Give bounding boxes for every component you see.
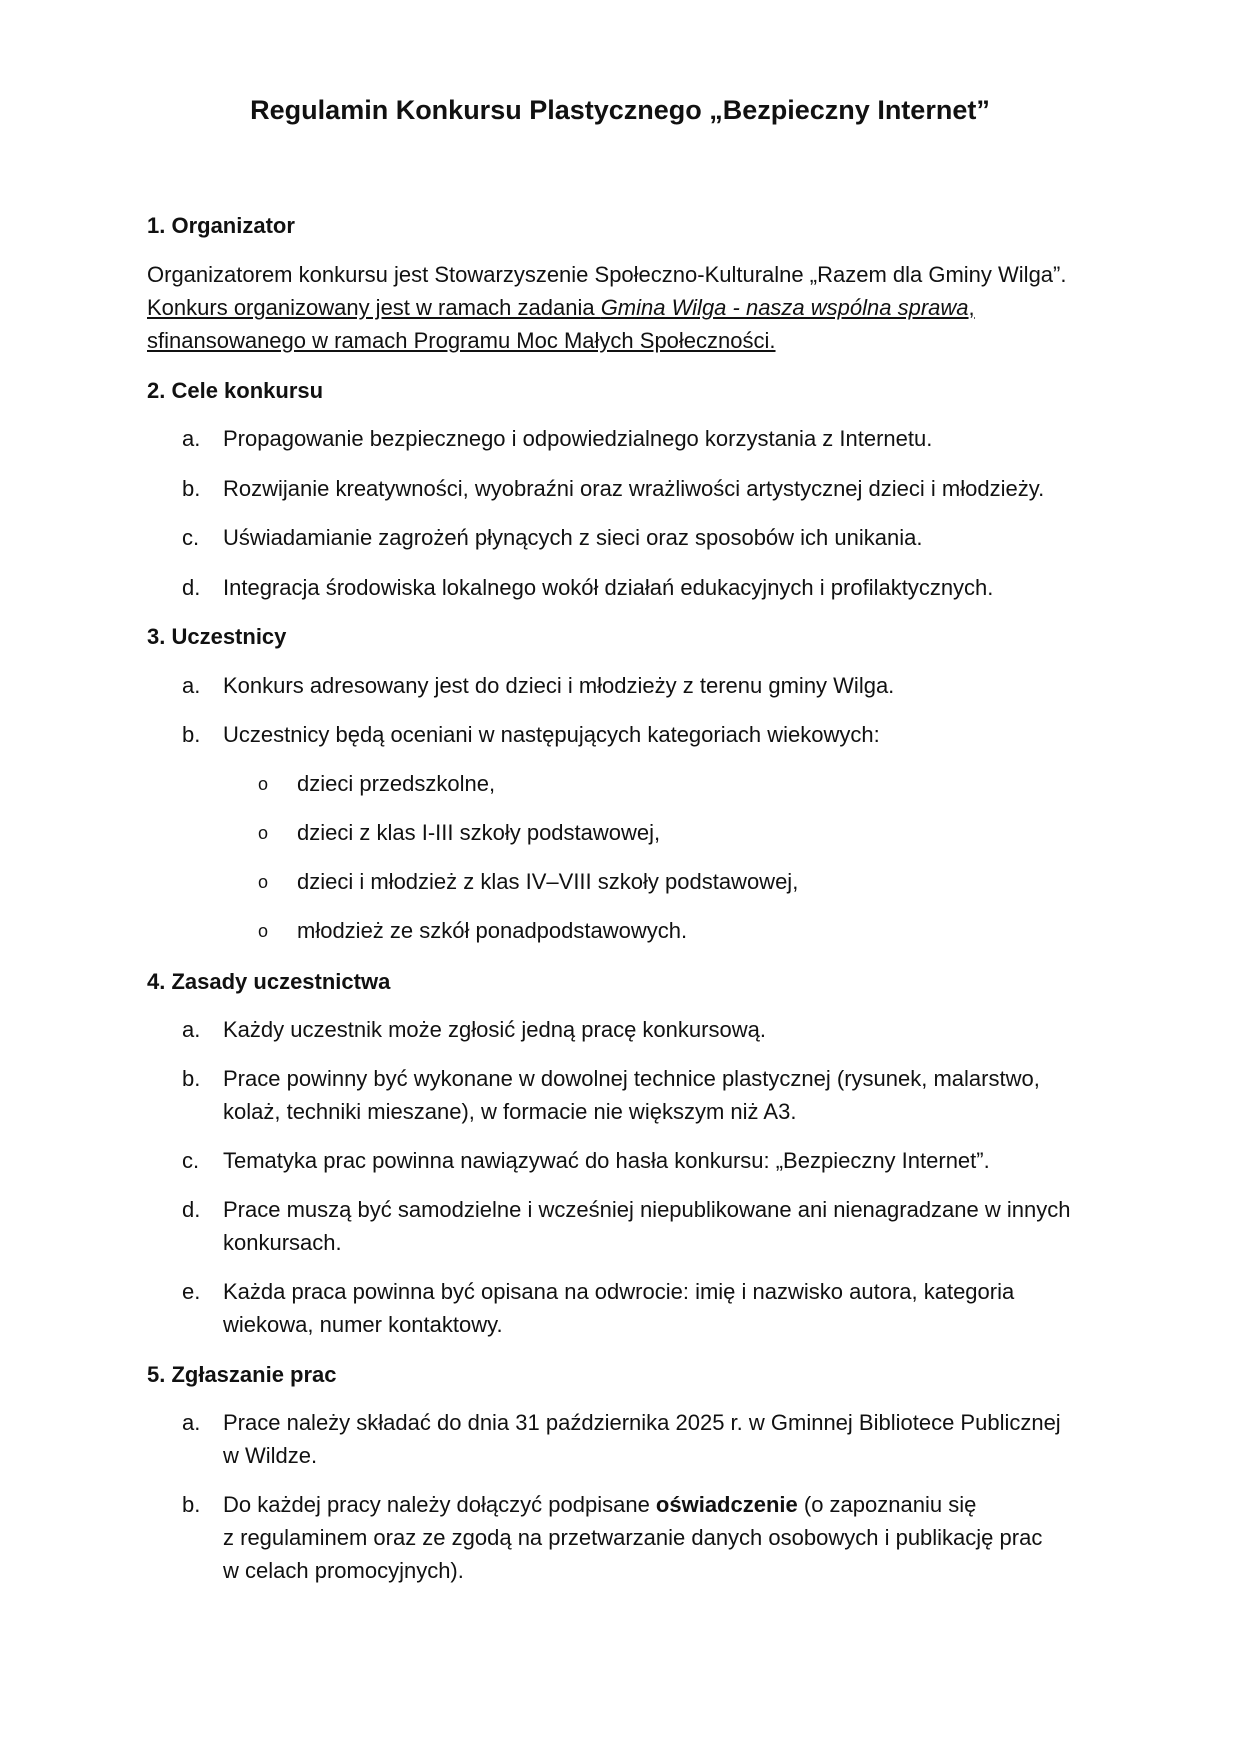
age-category-item: dzieci z klas I-III szkoły podstawowej, [297, 820, 661, 845]
section-1-heading: 1. Organizator [147, 213, 295, 238]
list-item-text: Tematyka prac powinna nawiązywać do hasła konkursu: „Bezpieczny Internet”. [223, 1148, 990, 1173]
section-1-line-3: sfinansowanego w ramach Programu Moc Małych Społeczności. [147, 328, 776, 353]
list-item-text-continued: w celach promocyjnych). [223, 1558, 464, 1583]
section-1-line-1: Organizatorem konkursu jest Stowarzyszenie Społeczno-Kulturalne „Razem dla Gminy Wilga”. [147, 262, 1067, 287]
list-item-label: a. [182, 673, 201, 698]
list-item-text [223, 1488, 1095, 1521]
list-item-text: Konkurs adresowany jest do dzieci i młodzieży z terenu gminy Wilga. [223, 673, 895, 698]
list-item-text-continued: kolaż, techniki mieszane), w formacie nie większym niż A3. [223, 1099, 797, 1124]
list-item-text-continued: wiekowa, numer kontaktowy. [223, 1312, 503, 1337]
statement-keyword-bold: oświadczenie [655, 1492, 798, 1517]
list-item-text-continued: w Wildze. [223, 1443, 318, 1468]
list-item-label: b. [182, 1492, 201, 1517]
section-5-heading: 5. Zgłaszanie prac [147, 1362, 337, 1387]
list-item-text: Propagowanie bezpiecznego i odpowiedzialnego korzystania z Internetu. [223, 426, 933, 451]
list-item-text: Każda praca powinna być opisana na odwrocie: imię i nazwisko autora, kategoria [223, 1279, 1015, 1304]
section-2-heading: 2. Cele konkursu [147, 378, 324, 403]
section-4-heading: 4. Zasady uczestnictwa [147, 969, 391, 994]
list-item-text: Prace muszą być samodzielne i wcześniej niepublikowane ani nienagradzane w innych [223, 1197, 1071, 1222]
bullet-icon: o [258, 921, 269, 941]
bullet-icon: o [258, 823, 269, 843]
list-item-label: b. [182, 476, 201, 501]
list-item-label: a. [182, 426, 201, 451]
section-1-line-2-comma: , [968, 295, 975, 320]
bullet-icon: o [258, 774, 269, 794]
bullet-icon: o [258, 872, 269, 892]
list-item-text: Każdy uczestnik może zgłosić jedną pracę konkursową. [223, 1017, 766, 1042]
age-category-item: dzieci przedszkolne, [297, 771, 496, 796]
list-item-text: Uczestnicy będą oceniani w następujących kategoriach wiekowych: [223, 722, 880, 747]
task-name-italic: Gmina Wilga - nasza wspólna sprawa [600, 295, 969, 320]
age-category-item: młodzież ze szkół ponadpodstawowych. [297, 918, 688, 943]
list-item-text: Prace powinny być wykonane w dowolnej technice plastycznej (rysunek, malarstwo, [223, 1066, 1040, 1091]
list-item-text-continued: konkursach. [223, 1230, 342, 1255]
list-item-label: a. [182, 1017, 201, 1042]
list-item-label: b. [182, 722, 201, 747]
list-item-label: c. [182, 1148, 200, 1173]
list-item-text: Integracja środowiska lokalnego wokół działań edukacyjnych i profilaktycznych. [223, 575, 994, 600]
list-item-label: d. [182, 1197, 201, 1222]
statement-text-tail: (o zapoznaniu się [797, 1492, 977, 1517]
list-item-text: Uświadamianie zagrożeń płynących z sieci oraz sposobów ich unikania. [223, 525, 923, 550]
list-item-label: d. [182, 575, 201, 600]
statement-text-lead: Do każdej pracy należy dołączyć podpisane [223, 1492, 656, 1517]
list-item-text-continued: z regulaminem oraz ze zgodą na przetwarzanie danych osobowych i publikację prac [223, 1525, 1043, 1550]
list-item-text: Rozwijanie kreatywności, wyobraźni oraz wrażliwości artystycznej dzieci i młodzieży. [223, 476, 1045, 501]
list-item-label: b. [182, 1066, 201, 1091]
list-item-label: e. [182, 1279, 201, 1304]
list-item-label: c. [182, 525, 200, 550]
document-title: Regulamin Konkursu Plastycznego „Bezpieczny Internet” [250, 95, 990, 125]
list-item-text: Prace należy składać do dnia 31 października 2025 r. w Gminnej Bibliotece Publicznej [223, 1410, 1061, 1435]
section-3-heading: 3. Uczestnicy [147, 624, 287, 649]
section-1-line-2 [147, 291, 1097, 324]
age-category-item: dzieci i młodzież z klas IV–VIII szkoły podstawowej, [297, 869, 799, 894]
section-1-line-2-text: Konkurs organizowany jest w ramach zadania [147, 295, 601, 320]
list-item-label: a. [182, 1410, 201, 1435]
